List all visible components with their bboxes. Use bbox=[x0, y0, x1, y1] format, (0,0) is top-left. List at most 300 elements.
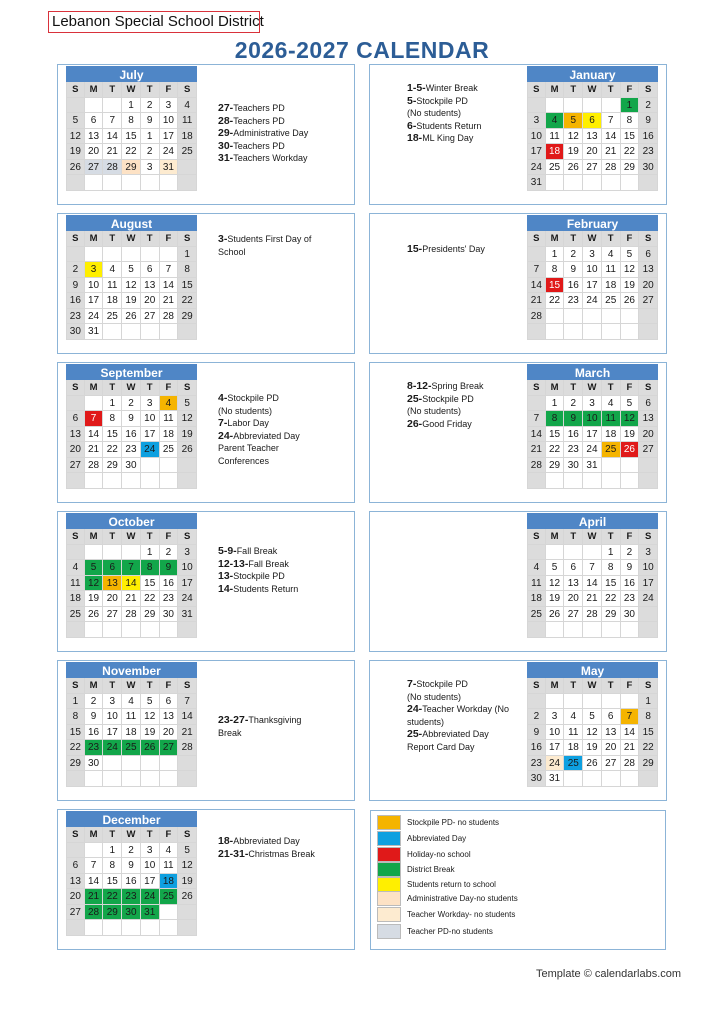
day-cell[interactable]: 14 bbox=[160, 278, 179, 294]
day-cell[interactable]: 12 bbox=[141, 709, 160, 725]
day-cell[interactable]: 6 bbox=[160, 694, 179, 710]
day-cell[interactable]: 18 bbox=[160, 874, 179, 890]
day-cell[interactable]: 17 bbox=[103, 725, 122, 741]
day-cell[interactable]: 7 bbox=[527, 411, 546, 427]
day-cell[interactable]: 18 bbox=[546, 144, 565, 160]
day-cell[interactable]: 9 bbox=[85, 709, 104, 725]
day-cell[interactable]: 9 bbox=[527, 725, 546, 741]
day-cell[interactable]: 19 bbox=[85, 591, 104, 607]
day-cell[interactable]: 3 bbox=[160, 98, 179, 114]
day-cell[interactable]: 19 bbox=[546, 591, 565, 607]
day-cell[interactable]: 30 bbox=[66, 324, 85, 340]
day-cell[interactable]: 14 bbox=[527, 427, 546, 443]
day-cell[interactable]: 20 bbox=[639, 427, 658, 443]
day-cell[interactable]: 2 bbox=[639, 98, 658, 114]
day-cell[interactable]: 20 bbox=[583, 144, 602, 160]
day-cell[interactable]: 18 bbox=[602, 427, 621, 443]
day-cell[interactable]: 16 bbox=[527, 740, 546, 756]
day-cell[interactable]: 12 bbox=[178, 411, 197, 427]
day-cell[interactable]: 9 bbox=[621, 560, 640, 576]
day-cell[interactable]: 12 bbox=[66, 129, 85, 145]
day-cell[interactable]: 30 bbox=[122, 458, 141, 474]
day-cell[interactable]: 11 bbox=[66, 576, 85, 592]
day-cell[interactable]: 10 bbox=[583, 411, 602, 427]
day-cell[interactable]: 10 bbox=[639, 560, 658, 576]
day-cell[interactable]: 22 bbox=[66, 740, 85, 756]
day-cell[interactable]: 1 bbox=[141, 129, 160, 145]
day-cell[interactable]: 28 bbox=[527, 309, 546, 325]
day-cell[interactable]: 11 bbox=[602, 262, 621, 278]
day-cell[interactable]: 17 bbox=[141, 874, 160, 890]
day-cell[interactable]: 22 bbox=[141, 591, 160, 607]
day-cell[interactable]: 3 bbox=[583, 247, 602, 263]
day-cell[interactable]: 28 bbox=[621, 756, 640, 772]
day-cell[interactable]: 6 bbox=[639, 396, 658, 412]
day-cell[interactable]: 5 bbox=[122, 262, 141, 278]
day-cell[interactable]: 18 bbox=[160, 427, 179, 443]
day-cell[interactable]: 14 bbox=[178, 709, 197, 725]
day-cell[interactable]: 17 bbox=[141, 427, 160, 443]
day-cell[interactable]: 29 bbox=[178, 309, 197, 325]
day-cell[interactable]: 21 bbox=[621, 740, 640, 756]
day-cell[interactable]: 2 bbox=[160, 545, 179, 561]
day-cell[interactable]: 7 bbox=[178, 694, 197, 710]
day-cell[interactable]: 12 bbox=[621, 411, 640, 427]
day-cell[interactable]: 29 bbox=[621, 160, 640, 176]
day-cell[interactable]: 23 bbox=[564, 293, 583, 309]
day-cell[interactable]: 16 bbox=[639, 129, 658, 145]
day-cell[interactable]: 10 bbox=[546, 725, 565, 741]
day-cell[interactable]: 16 bbox=[85, 725, 104, 741]
day-cell[interactable]: 27 bbox=[564, 607, 583, 623]
day-cell[interactable]: 16 bbox=[564, 278, 583, 294]
day-cell[interactable]: 20 bbox=[160, 725, 179, 741]
day-cell[interactable]: 10 bbox=[141, 411, 160, 427]
day-cell[interactable]: 25 bbox=[160, 442, 179, 458]
day-cell[interactable]: 12 bbox=[85, 576, 104, 592]
day-cell[interactable]: 10 bbox=[178, 560, 197, 576]
day-cell[interactable]: 1 bbox=[103, 396, 122, 412]
day-cell[interactable]: 11 bbox=[122, 709, 141, 725]
day-cell[interactable]: 1 bbox=[122, 98, 141, 114]
day-cell[interactable]: 9 bbox=[141, 113, 160, 129]
day-cell[interactable]: 21 bbox=[85, 889, 104, 905]
day-cell[interactable]: 2 bbox=[122, 396, 141, 412]
day-cell[interactable]: 5 bbox=[66, 113, 85, 129]
day-cell[interactable]: 9 bbox=[66, 278, 85, 294]
day-cell[interactable]: 28 bbox=[122, 607, 141, 623]
day-cell[interactable]: 6 bbox=[639, 247, 658, 263]
day-cell[interactable]: 11 bbox=[103, 278, 122, 294]
day-cell[interactable]: 11 bbox=[527, 576, 546, 592]
day-cell[interactable]: 31 bbox=[546, 771, 565, 787]
day-cell[interactable]: 27 bbox=[103, 607, 122, 623]
day-cell[interactable]: 1 bbox=[621, 98, 640, 114]
day-cell[interactable]: 5 bbox=[546, 560, 565, 576]
day-cell[interactable]: 4 bbox=[160, 843, 179, 859]
day-cell[interactable]: 15 bbox=[103, 427, 122, 443]
day-cell[interactable]: 22 bbox=[602, 591, 621, 607]
day-cell[interactable]: 13 bbox=[160, 709, 179, 725]
day-cell[interactable]: 6 bbox=[103, 560, 122, 576]
day-cell[interactable]: 18 bbox=[103, 293, 122, 309]
day-cell[interactable]: 12 bbox=[564, 129, 583, 145]
day-cell[interactable]: 21 bbox=[527, 293, 546, 309]
day-cell[interactable]: 25 bbox=[602, 293, 621, 309]
day-cell[interactable]: 5 bbox=[564, 113, 583, 129]
day-cell[interactable]: 16 bbox=[122, 874, 141, 890]
day-cell[interactable]: 21 bbox=[122, 591, 141, 607]
day-cell[interactable]: 11 bbox=[546, 129, 565, 145]
day-cell[interactable]: 4 bbox=[602, 396, 621, 412]
day-cell[interactable]: 4 bbox=[546, 113, 565, 129]
day-cell[interactable]: 11 bbox=[160, 411, 179, 427]
day-cell[interactable]: 29 bbox=[66, 756, 85, 772]
day-cell[interactable]: 20 bbox=[141, 293, 160, 309]
day-cell[interactable]: 15 bbox=[546, 427, 565, 443]
day-cell[interactable]: 8 bbox=[546, 262, 565, 278]
day-cell[interactable]: 24 bbox=[583, 293, 602, 309]
day-cell[interactable]: 3 bbox=[141, 396, 160, 412]
day-cell[interactable]: 22 bbox=[178, 293, 197, 309]
day-cell[interactable]: 13 bbox=[564, 576, 583, 592]
day-cell[interactable]: 18 bbox=[564, 740, 583, 756]
day-cell[interactable]: 15 bbox=[66, 725, 85, 741]
day-cell[interactable]: 13 bbox=[583, 129, 602, 145]
day-cell[interactable]: 2 bbox=[66, 262, 85, 278]
day-cell[interactable]: 22 bbox=[639, 740, 658, 756]
day-cell[interactable]: 19 bbox=[122, 293, 141, 309]
day-cell[interactable]: 20 bbox=[66, 889, 85, 905]
day-cell[interactable]: 22 bbox=[546, 442, 565, 458]
day-cell[interactable]: 17 bbox=[546, 740, 565, 756]
day-cell[interactable]: 17 bbox=[527, 144, 546, 160]
day-cell[interactable]: 4 bbox=[178, 98, 197, 114]
day-cell[interactable]: 24 bbox=[85, 309, 104, 325]
day-cell[interactable]: 6 bbox=[583, 113, 602, 129]
day-cell[interactable]: 15 bbox=[639, 725, 658, 741]
day-cell[interactable]: 7 bbox=[160, 262, 179, 278]
day-cell[interactable]: 8 bbox=[639, 709, 658, 725]
day-cell[interactable]: 8 bbox=[178, 262, 197, 278]
day-cell[interactable]: 3 bbox=[141, 843, 160, 859]
day-cell[interactable]: 19 bbox=[178, 874, 197, 890]
day-cell[interactable]: 7 bbox=[103, 113, 122, 129]
day-cell[interactable]: 27 bbox=[639, 442, 658, 458]
day-cell[interactable]: 12 bbox=[546, 576, 565, 592]
day-cell[interactable]: 25 bbox=[602, 442, 621, 458]
day-cell[interactable]: 27 bbox=[160, 740, 179, 756]
day-cell[interactable]: 20 bbox=[564, 591, 583, 607]
day-cell[interactable]: 24 bbox=[141, 889, 160, 905]
day-cell[interactable]: 19 bbox=[583, 740, 602, 756]
day-cell[interactable]: 26 bbox=[564, 160, 583, 176]
day-cell[interactable]: 1 bbox=[546, 396, 565, 412]
day-cell[interactable]: 18 bbox=[66, 591, 85, 607]
day-cell[interactable]: 7 bbox=[602, 113, 621, 129]
day-cell[interactable]: 22 bbox=[621, 144, 640, 160]
day-cell[interactable]: 21 bbox=[527, 442, 546, 458]
day-cell[interactable]: 24 bbox=[160, 144, 179, 160]
day-cell[interactable]: 26 bbox=[178, 442, 197, 458]
day-cell[interactable]: 25 bbox=[527, 607, 546, 623]
day-cell[interactable]: 12 bbox=[583, 725, 602, 741]
day-cell[interactable]: 1 bbox=[602, 545, 621, 561]
day-cell[interactable]: 3 bbox=[85, 262, 104, 278]
day-cell[interactable]: 21 bbox=[178, 725, 197, 741]
day-cell[interactable]: 5 bbox=[583, 709, 602, 725]
day-cell[interactable]: 30 bbox=[160, 607, 179, 623]
day-cell[interactable]: 19 bbox=[178, 427, 197, 443]
day-cell[interactable]: 4 bbox=[564, 709, 583, 725]
day-cell[interactable]: 2 bbox=[85, 694, 104, 710]
day-cell[interactable]: 3 bbox=[546, 709, 565, 725]
day-cell[interactable]: 4 bbox=[103, 262, 122, 278]
day-cell[interactable]: 15 bbox=[178, 278, 197, 294]
day-cell[interactable]: 26 bbox=[122, 309, 141, 325]
day-cell[interactable]: 7 bbox=[85, 411, 104, 427]
day-cell[interactable]: 26 bbox=[583, 756, 602, 772]
day-cell[interactable]: 10 bbox=[160, 113, 179, 129]
day-cell[interactable]: 2 bbox=[141, 144, 160, 160]
day-cell[interactable]: 15 bbox=[103, 874, 122, 890]
day-cell[interactable]: 3 bbox=[141, 160, 160, 176]
day-cell[interactable]: 12 bbox=[178, 858, 197, 874]
day-cell[interactable]: 9 bbox=[122, 411, 141, 427]
day-cell[interactable]: 13 bbox=[141, 278, 160, 294]
day-cell[interactable]: 27 bbox=[85, 160, 104, 176]
day-cell[interactable]: 4 bbox=[527, 560, 546, 576]
day-cell[interactable]: 5 bbox=[85, 560, 104, 576]
day-cell[interactable]: 3 bbox=[103, 694, 122, 710]
day-cell[interactable]: 29 bbox=[122, 160, 141, 176]
day-cell[interactable]: 28 bbox=[602, 160, 621, 176]
day-cell[interactable]: 9 bbox=[160, 560, 179, 576]
day-cell[interactable]: 29 bbox=[103, 458, 122, 474]
day-cell[interactable]: 12 bbox=[122, 278, 141, 294]
day-cell[interactable]: 1 bbox=[639, 694, 658, 710]
day-cell[interactable]: 7 bbox=[527, 262, 546, 278]
day-cell[interactable]: 18 bbox=[602, 278, 621, 294]
day-cell[interactable]: 21 bbox=[85, 442, 104, 458]
day-cell[interactable]: 8 bbox=[103, 858, 122, 874]
day-cell[interactable]: 11 bbox=[160, 858, 179, 874]
day-cell[interactable]: 5 bbox=[621, 396, 640, 412]
day-cell[interactable]: 9 bbox=[564, 411, 583, 427]
day-cell[interactable]: 18 bbox=[122, 725, 141, 741]
day-cell[interactable]: 10 bbox=[527, 129, 546, 145]
day-cell[interactable]: 1 bbox=[103, 843, 122, 859]
day-cell[interactable]: 11 bbox=[178, 113, 197, 129]
day-cell[interactable]: 31 bbox=[178, 607, 197, 623]
day-cell[interactable]: 6 bbox=[602, 709, 621, 725]
day-cell[interactable]: 15 bbox=[602, 576, 621, 592]
day-cell[interactable]: 14 bbox=[103, 129, 122, 145]
day-cell[interactable]: 16 bbox=[621, 576, 640, 592]
day-cell[interactable]: 1 bbox=[178, 247, 197, 263]
day-cell[interactable]: 2 bbox=[564, 247, 583, 263]
day-cell[interactable]: 27 bbox=[66, 458, 85, 474]
day-cell[interactable]: 21 bbox=[602, 144, 621, 160]
day-cell[interactable]: 9 bbox=[639, 113, 658, 129]
day-cell[interactable]: 28 bbox=[583, 607, 602, 623]
day-cell[interactable]: 16 bbox=[564, 427, 583, 443]
day-cell[interactable]: 13 bbox=[66, 874, 85, 890]
day-cell[interactable]: 23 bbox=[122, 442, 141, 458]
day-cell[interactable]: 20 bbox=[103, 591, 122, 607]
day-cell[interactable]: 25 bbox=[66, 607, 85, 623]
day-cell[interactable]: 29 bbox=[103, 905, 122, 921]
day-cell[interactable]: 28 bbox=[527, 458, 546, 474]
day-cell[interactable]: 25 bbox=[103, 309, 122, 325]
day-cell[interactable]: 22 bbox=[546, 293, 565, 309]
day-cell[interactable]: 6 bbox=[564, 560, 583, 576]
day-cell[interactable]: 14 bbox=[583, 576, 602, 592]
day-cell[interactable]: 23 bbox=[639, 144, 658, 160]
day-cell[interactable]: 6 bbox=[66, 411, 85, 427]
day-cell[interactable]: 13 bbox=[103, 576, 122, 592]
day-cell[interactable]: 8 bbox=[621, 113, 640, 129]
day-cell[interactable]: 15 bbox=[546, 278, 565, 294]
day-cell[interactable]: 28 bbox=[178, 740, 197, 756]
day-cell[interactable]: 5 bbox=[141, 694, 160, 710]
day-cell[interactable]: 21 bbox=[160, 293, 179, 309]
day-cell[interactable]: 23 bbox=[85, 740, 104, 756]
day-cell[interactable]: 9 bbox=[122, 858, 141, 874]
day-cell[interactable]: 6 bbox=[141, 262, 160, 278]
day-cell[interactable]: 15 bbox=[141, 576, 160, 592]
day-cell[interactable]: 17 bbox=[160, 129, 179, 145]
day-cell[interactable]: 2 bbox=[527, 709, 546, 725]
day-cell[interactable]: 26 bbox=[621, 293, 640, 309]
day-cell[interactable]: 16 bbox=[160, 576, 179, 592]
day-cell[interactable]: 31 bbox=[527, 175, 546, 191]
day-cell[interactable]: 16 bbox=[66, 293, 85, 309]
day-cell[interactable]: 5 bbox=[178, 843, 197, 859]
footer-credit[interactable]: Template © calendarlabs.com bbox=[536, 968, 682, 980]
day-cell[interactable]: 6 bbox=[85, 113, 104, 129]
day-cell[interactable]: 20 bbox=[639, 278, 658, 294]
day-cell[interactable]: 10 bbox=[583, 262, 602, 278]
day-cell[interactable]: 4 bbox=[66, 560, 85, 576]
day-cell[interactable]: 23 bbox=[160, 591, 179, 607]
day-cell[interactable]: 8 bbox=[546, 411, 565, 427]
day-cell[interactable]: 30 bbox=[122, 905, 141, 921]
day-cell[interactable]: 7 bbox=[583, 560, 602, 576]
day-cell[interactable]: 8 bbox=[602, 560, 621, 576]
day-cell[interactable]: 31 bbox=[160, 160, 179, 176]
day-cell[interactable]: 17 bbox=[639, 576, 658, 592]
day-cell[interactable]: 23 bbox=[66, 309, 85, 325]
day-cell[interactable]: 16 bbox=[122, 427, 141, 443]
day-cell[interactable]: 7 bbox=[621, 709, 640, 725]
day-cell[interactable]: 18 bbox=[178, 129, 197, 145]
day-cell[interactable]: 22 bbox=[103, 442, 122, 458]
day-cell[interactable]: 26 bbox=[85, 607, 104, 623]
day-cell[interactable]: 31 bbox=[85, 324, 104, 340]
day-cell[interactable]: 19 bbox=[621, 278, 640, 294]
day-cell[interactable]: 2 bbox=[621, 545, 640, 561]
day-cell[interactable]: 18 bbox=[527, 591, 546, 607]
day-cell[interactable]: 14 bbox=[122, 576, 141, 592]
day-cell[interactable]: 26 bbox=[546, 607, 565, 623]
day-cell[interactable]: 14 bbox=[527, 278, 546, 294]
day-cell[interactable]: 4 bbox=[122, 694, 141, 710]
day-cell[interactable]: 20 bbox=[85, 144, 104, 160]
day-cell[interactable]: 27 bbox=[602, 756, 621, 772]
day-cell[interactable]: 2 bbox=[564, 396, 583, 412]
day-cell[interactable]: 26 bbox=[141, 740, 160, 756]
day-cell[interactable]: 8 bbox=[141, 560, 160, 576]
day-cell[interactable]: 3 bbox=[527, 113, 546, 129]
day-cell[interactable]: 14 bbox=[85, 874, 104, 890]
day-cell[interactable]: 25 bbox=[178, 144, 197, 160]
day-cell[interactable]: 25 bbox=[122, 740, 141, 756]
day-cell[interactable]: 4 bbox=[160, 396, 179, 412]
day-cell[interactable]: 3 bbox=[639, 545, 658, 561]
day-cell[interactable]: 26 bbox=[621, 442, 640, 458]
day-cell[interactable]: 11 bbox=[564, 725, 583, 741]
day-cell[interactable]: 14 bbox=[621, 725, 640, 741]
day-cell[interactable]: 15 bbox=[122, 129, 141, 145]
day-cell[interactable]: 24 bbox=[639, 591, 658, 607]
day-cell[interactable]: 21 bbox=[103, 144, 122, 160]
day-cell[interactable]: 29 bbox=[602, 607, 621, 623]
day-cell[interactable]: 19 bbox=[621, 427, 640, 443]
day-cell[interactable]: 29 bbox=[639, 756, 658, 772]
day-cell[interactable]: 29 bbox=[141, 607, 160, 623]
day-cell[interactable]: 22 bbox=[103, 889, 122, 905]
day-cell[interactable]: 19 bbox=[66, 144, 85, 160]
day-cell[interactable]: 10 bbox=[85, 278, 104, 294]
day-cell[interactable]: 30 bbox=[639, 160, 658, 176]
day-cell[interactable]: 13 bbox=[639, 411, 658, 427]
day-cell[interactable]: 14 bbox=[85, 427, 104, 443]
day-cell[interactable]: 12 bbox=[621, 262, 640, 278]
day-cell[interactable]: 24 bbox=[178, 591, 197, 607]
day-cell[interactable]: 25 bbox=[546, 160, 565, 176]
day-cell[interactable]: 11 bbox=[602, 411, 621, 427]
day-cell[interactable]: 1 bbox=[141, 545, 160, 561]
day-cell[interactable]: 28 bbox=[160, 309, 179, 325]
day-cell[interactable]: 13 bbox=[602, 725, 621, 741]
day-cell[interactable]: 27 bbox=[66, 905, 85, 921]
day-cell[interactable]: 17 bbox=[178, 576, 197, 592]
day-cell[interactable]: 30 bbox=[621, 607, 640, 623]
day-cell[interactable]: 1 bbox=[66, 694, 85, 710]
day-cell[interactable]: 14 bbox=[602, 129, 621, 145]
day-cell[interactable]: 13 bbox=[85, 129, 104, 145]
day-cell[interactable]: 26 bbox=[178, 889, 197, 905]
day-cell[interactable]: 2 bbox=[122, 843, 141, 859]
day-cell[interactable]: 21 bbox=[583, 591, 602, 607]
day-cell[interactable]: 13 bbox=[66, 427, 85, 443]
day-cell[interactable]: 20 bbox=[602, 740, 621, 756]
day-cell[interactable]: 19 bbox=[141, 725, 160, 741]
day-cell[interactable]: 30 bbox=[527, 771, 546, 787]
day-cell[interactable]: 17 bbox=[583, 427, 602, 443]
day-cell[interactable]: 25 bbox=[564, 756, 583, 772]
day-cell[interactable]: 23 bbox=[527, 756, 546, 772]
day-cell[interactable]: 7 bbox=[122, 560, 141, 576]
day-cell[interactable]: 17 bbox=[85, 293, 104, 309]
day-cell[interactable]: 9 bbox=[564, 262, 583, 278]
day-cell[interactable]: 15 bbox=[621, 129, 640, 145]
day-cell[interactable]: 31 bbox=[141, 905, 160, 921]
day-cell[interactable]: 6 bbox=[66, 858, 85, 874]
day-cell[interactable]: 26 bbox=[66, 160, 85, 176]
day-cell[interactable]: 27 bbox=[639, 293, 658, 309]
